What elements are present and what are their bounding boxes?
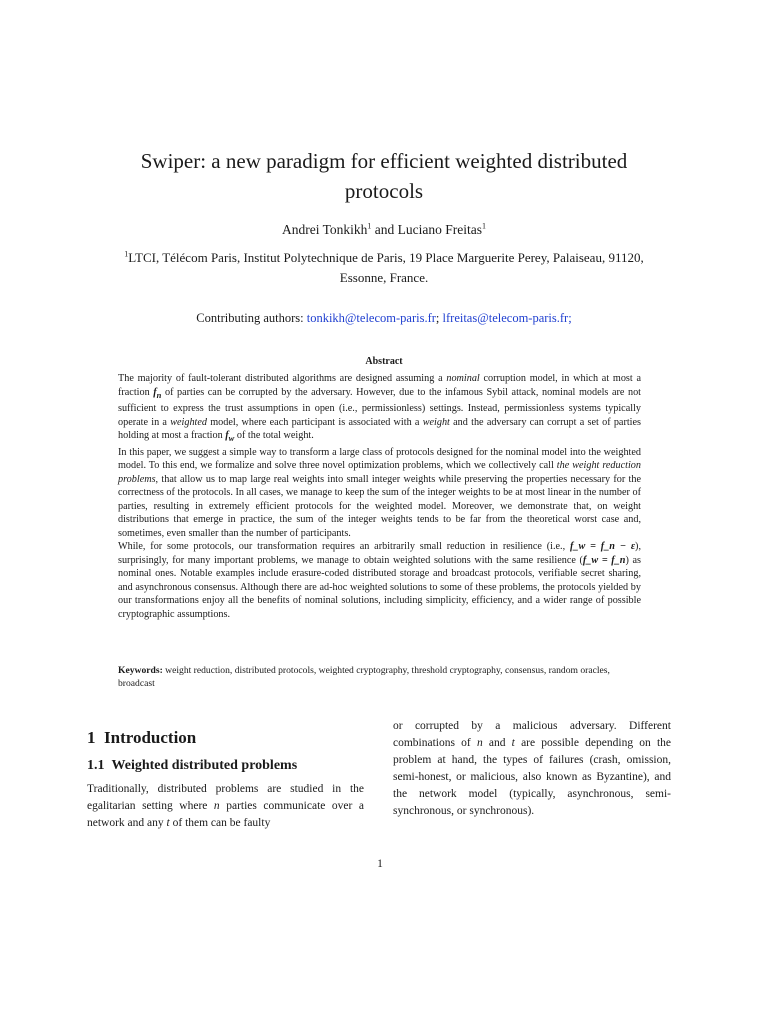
- abstract-paragraph: [118, 446, 641, 541]
- text-run: ) as nominal ones. Notable examples include erasure-coded distributed storage and broadcast protocols, verifiable secret sharing, and asynchronous consensus. Although there are ad-hoc weighted solutions to some of these problems, the protocols yielded by our transformations enjoy all the benefits of nominal solutions, including simplicity, efficiency, and a wider range of possible cryptographic assumptions.: [118, 554, 641, 620]
- section-title: Introduction: [104, 728, 197, 747]
- page-number: 1: [377, 858, 383, 870]
- body-column-right: [393, 718, 671, 820]
- text-run: parties communicate over a network and any: [87, 800, 364, 829]
- author-list: [100, 222, 668, 238]
- subsection-title: Weighted distributed problems: [111, 758, 298, 773]
- separator: ;: [435, 311, 443, 325]
- math-subscript: n: [156, 389, 162, 400]
- keywords-text: weight reduction, distributed protocols, weighted cryptography, threshold cryptography, consensus, random oracles, broadcast: [118, 665, 610, 689]
- text-run: corruption model, in which at most a fraction: [118, 373, 641, 398]
- affiliation-marker: 1: [124, 249, 129, 259]
- emphasis: weighted: [170, 416, 207, 428]
- body-column-left: [87, 781, 364, 832]
- affiliation: [110, 248, 658, 288]
- text-run: of parties can be corrupted by the adversary. However, due to the infamous Sybil attack, nominal models are not sufficient to express the trust assumptions in open (i.e., permissionless) settings. Instead, permissionless systems typically operate in a: [118, 386, 641, 428]
- text-run: of the total weight.: [234, 430, 314, 442]
- subsection-heading: [87, 758, 297, 774]
- affiliation-marker: 1: [367, 221, 372, 231]
- text-run: and the adversary can corrupt a set of parties holding at most a fraction: [118, 416, 641, 442]
- abstract-paragraph: [118, 540, 641, 621]
- text-run: The majority of fault-tolerant distributed algorithms are designed assuming a: [118, 373, 447, 384]
- affiliation-marker: 1: [482, 221, 487, 231]
- email-link[interactable]: lfreitas@telecom-paris.fr: [442, 311, 569, 325]
- text-run: of them can be faulty: [169, 817, 271, 829]
- math-symbol: n: [476, 737, 483, 749]
- keywords: [118, 664, 641, 690]
- subsection-number: 1.1: [87, 758, 105, 773]
- abstract-heading: Abstract: [365, 356, 403, 367]
- text-run: ), surprisingly, for many important problems, we manage to obtain weighted solutions with the same resilience (: [118, 541, 641, 566]
- text-run: , that allow us to map large real weights into small integer weights while preserving the properties necessary for the correctness of the protocols. In all cases, we manage to keep the sum of the integer weights to be at most linear in the number of parties, resulting in extremely efficient protocols for the weighted model. Moreover, we demonstrate that, on weight distributions that emerge in practice, the sum of the integer weights tends to be far from the theoretical worst case and, sometimes, even smaller than the number of participants.: [118, 473, 641, 539]
- author-name: Andrei Tonkikh: [281, 222, 368, 237]
- contributing-label: Contributing authors:: [196, 311, 307, 325]
- abstract-paragraph: [118, 372, 641, 446]
- section-heading: [87, 728, 196, 748]
- math-equation: f_w = f_n − ε: [569, 541, 636, 553]
- text-run: While, for some protocols, our transformation requires an arbitrarily small reduction in resilience (i.e.,: [118, 541, 570, 553]
- math-subscript: w: [228, 433, 235, 444]
- text-run: are possible depending on the problem at hand, the types of failures (crash, omission, semi-honest, or malicious, also known as Byzantine), and the network model (typically, asynchronous, semi-synchronous, or synchronous).: [393, 737, 672, 817]
- text-run: In this paper, we suggest a simple way to transform a large class of protocols designed for the nominal model into the weighted model. To this end, we formalize and solve three novel optimization problems, which we collectively call: [118, 446, 641, 472]
- math-symbol: t: [511, 737, 515, 749]
- math-symbol: f: [225, 430, 229, 442]
- author-name: Luciano Freitas: [397, 222, 483, 237]
- text-run: model, where each participant is associated with a: [206, 416, 423, 428]
- text-run: and: [482, 737, 512, 749]
- abstract-body: [118, 372, 641, 621]
- separator: ;: [568, 311, 572, 325]
- text-run: Traditionally, distributed problems are studied in the egalitarian setting where: [87, 783, 364, 812]
- keywords-label: Keywords:: [118, 665, 163, 676]
- affiliation-text: LTCI, Télécom Paris, Institut Polytechnique de Paris, 19 Place Marguerite Perey, Palaiseau, 91120, Essonne, France.: [128, 250, 644, 285]
- math-symbol: f: [153, 386, 157, 398]
- emphasis: weight: [422, 416, 450, 428]
- text-run: or corrupted by a malicious adversary. Different combinations of: [393, 720, 671, 749]
- paper-title: Swiper: a new paradigm for efficient weighted distributed protocols: [140, 149, 628, 203]
- math-symbol: n: [213, 800, 220, 812]
- section-number: 1: [87, 728, 96, 747]
- math-equation: f_w = f_n: [582, 554, 626, 566]
- contributing-authors: [100, 311, 668, 326]
- math-symbol: t: [166, 817, 170, 829]
- email-link[interactable]: tonkikh@telecom-paris.fr: [306, 311, 436, 325]
- emphasis: nominal: [446, 373, 480, 384]
- emphasis: the weight reduction problems: [118, 460, 641, 485]
- author-conjunction: and: [371, 222, 398, 237]
